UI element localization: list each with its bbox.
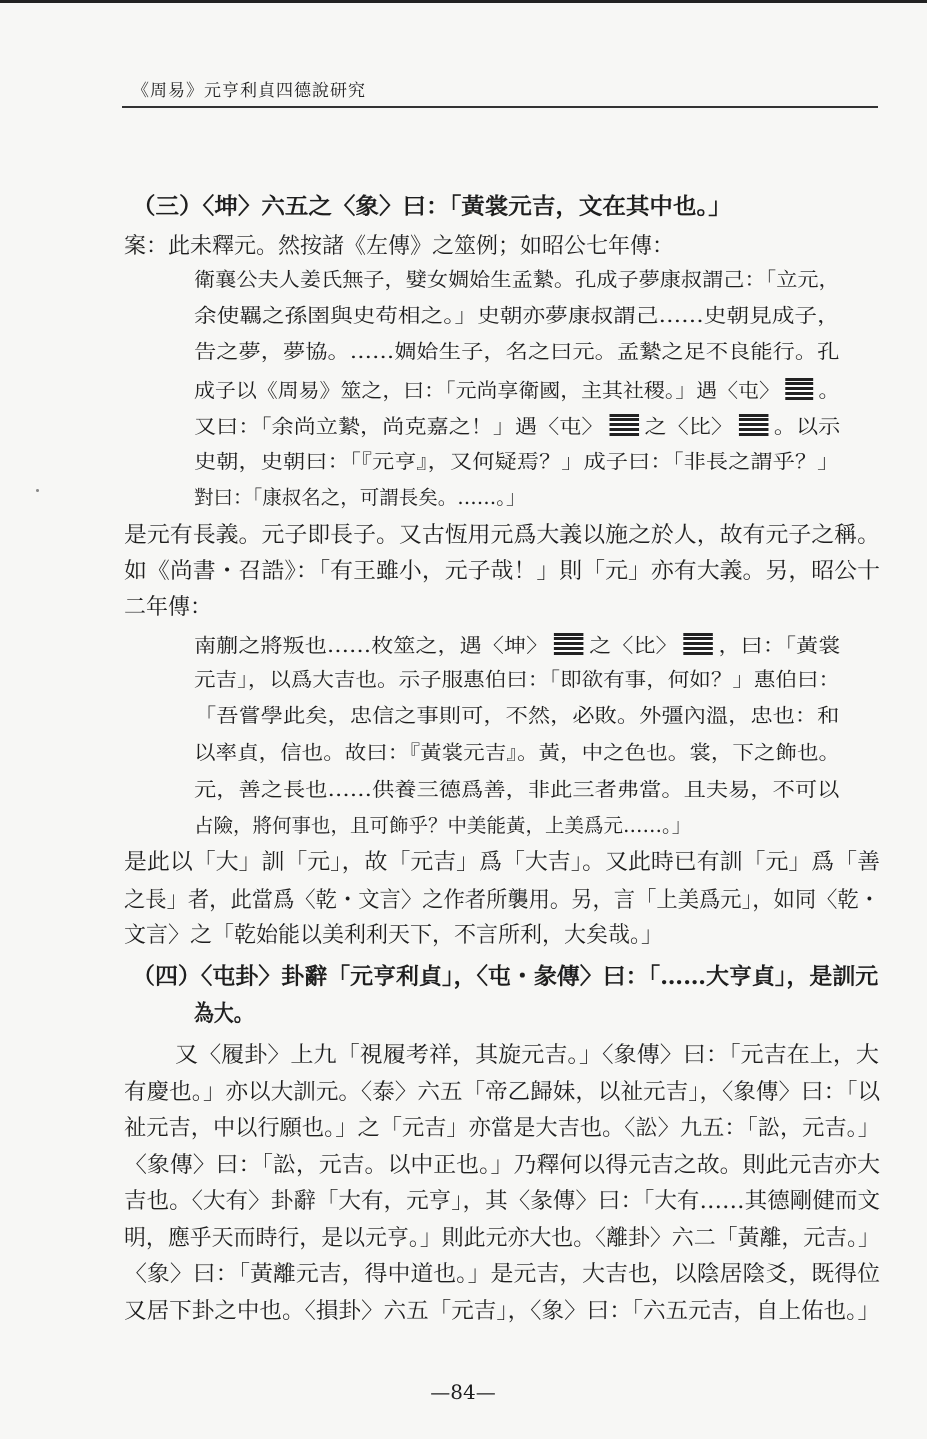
body-line: 〈象〉曰：「黃離元吉，得中道也。」是元吉，大吉也，以陰居陰爻，既得位 (124, 1262, 881, 1287)
body-line: 祉元吉，中以行願也。」之「元吉」亦當是大吉也。〈訟〉九五：「訟，元吉。」 (124, 1116, 881, 1141)
quote-line: 又曰：「余尚立縶，尚克嘉之！」遇〈屯〉 之〈比〉 。以示 (194, 415, 841, 438)
scan-speck (36, 489, 39, 492)
section-heading-line: （四）〈屯卦〉卦辭「元亨利貞」，〈屯・彖傳〉曰：「……大亨貞」，是訓元 (132, 964, 879, 990)
page-number: —84— (430, 1380, 496, 1404)
body-line: 又居下卦之中也。〈損卦〉六五「元吉」，〈象〉曰：「六五元吉，自上佑也。」 (124, 1299, 881, 1324)
quote-line: 成子以《周易》筮之，曰：「元尚享衛國，主其社稷。」遇〈屯〉 。 (194, 379, 840, 402)
body-line: 又〈履卦〉上九「視履考祥，其旋元吉。」〈象傳〉曰：「元吉在上，大 (175, 1043, 880, 1068)
quote-line: 占險，將何事也，且可飾乎？中美能黃，上美爲元……。」 (194, 814, 692, 837)
hexagram-icon (554, 633, 584, 655)
quote-line: 「吾嘗學此矣，忠信之事則可，不然，必敗。外彊內溫，忠也：和 (194, 704, 840, 727)
quote-line: 南蒯之將叛也……枚筮之，遇〈坤〉 之〈比〉 ，曰：「黃裳 (194, 634, 841, 657)
quote-line: 余使羈之孫圉與史苟相之。」史朝亦夢康叔謂己……史朝見成子， (194, 304, 840, 327)
hexagram-icon (609, 414, 639, 436)
hexagram-icon (683, 633, 713, 655)
body-line: 是元有長義。元子即長子。又古恆用元爲大義以施之於人，故有元子之稱。 (124, 523, 881, 548)
hexagram-icon (785, 378, 813, 400)
quote-line: 告之夢，夢協。……婤姶生子，名之曰元。孟縶之足不良能行。孔 (194, 340, 840, 363)
running-head: 《周易》元亨利貞四德說研究 (132, 81, 366, 101)
body-line: 二年傳： (124, 595, 213, 620)
header-rule (122, 106, 878, 108)
body-line: 文言〉之「乾始能以美利利天下，不言所利，大矣哉。」 (124, 923, 664, 948)
body-line: 吉也。〈大有〉卦辭「大有，元亨」，其〈彖傳〉曰：「大有……其德剛健而文 (124, 1189, 881, 1214)
body-line: 〈象傳〉曰：「訟，元吉。以中正也。」乃釋何以得元吉之故。則此元吉亦大 (124, 1153, 881, 1178)
quote-line: 衛襄公夫人姜氏無子，嬖女婤姶生孟縶。孔成子夢康叔謂己：「立元， (194, 268, 840, 291)
body-line: 案：此未釋元。然按諸《左傳》之筮例；如昭公七年傳： (124, 234, 675, 259)
section-heading-line: 為大。 (194, 1001, 254, 1027)
quote-line: 史朝，史朝曰：「『元亨』，又何疑焉？」成子曰：「非長之謂乎？」 (194, 450, 840, 473)
hexagram-icon (739, 414, 769, 436)
body-line: 有慶也。」亦以大訓元。〈泰〉六五「帝乙歸妹，以祉元吉」，〈象傳〉曰：「以 (124, 1080, 881, 1105)
body-line: 如《尚書・召誥》：「有王雖小，元子哉！」則「元」亦有大義。另，昭公十 (124, 559, 881, 584)
section-heading-line: （三）〈坤〉六五之〈象〉曰：「黃裳元吉，文在其中也。」 (132, 194, 732, 220)
quote-line: 以率貞，信也。故曰：『黃裳元吉』。黃，中之色也。裳，下之飾也。 (194, 741, 841, 764)
body-line: 明，應乎天而時行，是以元亨。」則此元亦大也。〈離卦〉六二「黃離，元吉。」 (124, 1226, 880, 1251)
top-border (0, 0, 927, 3)
quote-line: 元吉」，以爲大吉也。示子服惠伯曰：「即欲有事，何如？」惠伯曰： (194, 668, 841, 691)
body-line: 是此以「大」訓「元」，故「元吉」爲「大吉」。又此時已有訓「元」爲「善 (124, 850, 881, 875)
quote-line: 對曰：「康叔名之，可謂長矣。……。」 (194, 486, 526, 509)
body-line: 之長」者，此當爲〈乾・文言〉之作者所襲用。另，言「上美爲元」，如同〈乾・ (124, 888, 881, 913)
quote-line: 元，善之長也……供養三德爲善，非此三者弗當。且夫易，不可以 (194, 778, 840, 801)
